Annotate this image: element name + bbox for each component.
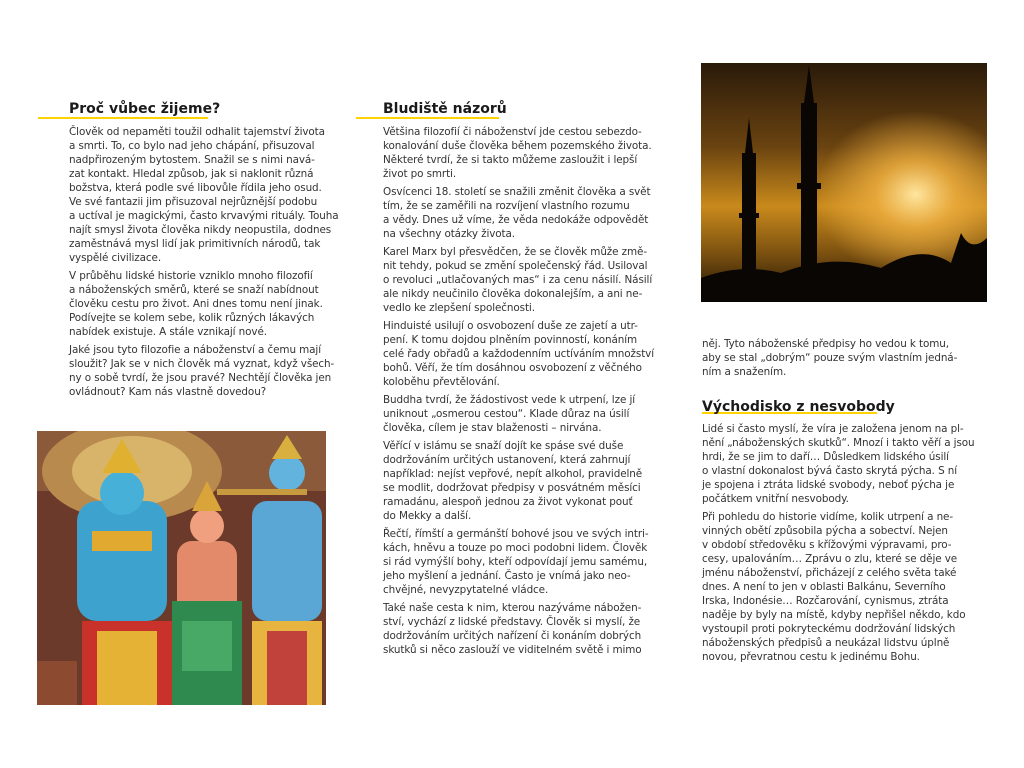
text-line: dnes. A není to jen v oblasti Balkánu, Severního <box>702 581 946 593</box>
text-line: a náboženských směrů, které se snaží nabídnout <box>69 284 319 296</box>
text-line: ale nikdy neučinilo člověka dokonalejším, a ani ne- <box>383 288 643 300</box>
text-line: o revoluci „utlačovaných mas“ i za cenu násilí. Násilí <box>383 274 653 286</box>
text-line: počátkem vnitřní nesvobody. <box>702 493 849 505</box>
text-line: pení. K tomu dojdou plněním povinností, konáním <box>383 334 638 346</box>
text-line: Při pohledu do historie vidíme, kolik utrpení a ne- <box>702 511 954 523</box>
paragraph <box>383 319 658 389</box>
text-line: Některé tvrdí, že si takto můžeme zasloužit i lepší <box>383 154 638 166</box>
text-line: se modlit, dodržovat předpisy v posvátném měsíci <box>383 482 641 494</box>
column-3-continuation-text <box>702 337 977 383</box>
text-line: vedlo ke zlepšení společnosti. <box>383 302 535 314</box>
column-1-text <box>69 125 344 403</box>
text-line: je spojena i ztráta lidské svobody, neboť pýcha je <box>702 479 955 491</box>
text-line: kách, hněvu a touze po moci podobni lidem. Člověk <box>383 542 648 554</box>
paragraph <box>383 125 658 181</box>
text-line: ny o sobě tvrdí, že jsou pravé? Nechtějí člověka jen <box>69 372 332 384</box>
text-line: a uctíval je magickými, často krvavými rituály. Touha <box>69 210 339 222</box>
text-line: tím, že se zaměřili na rozvíjení vlastního rozumu <box>383 200 630 212</box>
heading-maze-of-opinions: Bludiště názorů <box>383 101 507 117</box>
text-line: jménu náboženství, přicházejí z celého světa také <box>702 567 957 579</box>
text-line: do Mekky a další. <box>383 510 472 522</box>
text-line: naděje by byly na místě, kdyby nepřišel někdo, kdo <box>702 609 966 621</box>
text-line: nění „náboženských skutků“. Mnozí i takto věří a jsou <box>702 437 975 449</box>
paragraph <box>383 439 658 523</box>
text-line: koloběhu převtělování. <box>383 376 500 388</box>
paragraph <box>69 125 344 265</box>
text-line: nadpřirozeným bytostem. Snažil se s nimi navá- <box>69 154 315 166</box>
text-line: novou, převratnou cestu k jedinému Bohu. <box>702 651 920 663</box>
text-line: uniknout „osmerou cestou“. Klade důraz na úsilí <box>383 408 630 420</box>
text-line: ovládnout? Kam nás vlastně dovedou? <box>69 386 267 398</box>
text-line: Věřící v islámu se snaží dojít ke spáse své duše <box>383 440 624 452</box>
text-line: ramadánu, alespoň jednou za život vykonat pouť <box>383 496 633 508</box>
text-line: Buddha tvrdí, že žádostivost vede k utrpení, lze jí <box>383 394 636 406</box>
text-line: Karel Marx byl přesvědčen, že se člověk může změ- <box>383 246 647 258</box>
text-line: dodržováním určitých ustanovení, která zahrnují <box>383 454 631 466</box>
text-line: vystoupil proti pokryteckému dodržování lidských <box>702 623 956 635</box>
text-line: člověku cestu pro život. Ani dnes tomu není jinak. <box>69 298 323 310</box>
text-line: cesy, upalováním… Zprávu o zlu, které se děje ve <box>702 553 958 565</box>
text-line: člověka, cílem je stav blaženosti – nirvána. <box>383 422 602 434</box>
text-line: například: nejíst vepřové, nepít alkohol, pravidelně <box>383 468 643 480</box>
paragraph <box>69 269 344 339</box>
text-line: Ve své fantazii jim přisuzoval nejrůznější podobu <box>69 196 318 208</box>
paragraph <box>69 343 344 399</box>
text-line: si rád vymýšlí bohy, kteří odpovídají jemu samému, <box>383 556 648 568</box>
text-line: jeho myšlení a jednání. Často je vnímá jako neo- <box>383 570 631 582</box>
text-line: V průběhu lidské historie vzniklo mnoho filozofií <box>69 270 313 282</box>
text-line: život po smrti. <box>383 168 457 180</box>
text-line: ním a snažením. <box>702 366 787 378</box>
text-line: chvějné, nevyzpytatelné vládce. <box>383 584 549 596</box>
text-line: dodržováním určitých nařízení či konáním dobrých <box>383 630 642 642</box>
text-line: náboženských předpisů a neukázal lidstvu úplně <box>702 637 950 649</box>
text-line: zaměstnává mysl lidí jak primitivních národů, tak <box>69 238 321 250</box>
text-line: skutků si něco zaslouží ve viditelném světě i mimo <box>383 644 642 656</box>
text-line: Jaké jsou tyto filozofie a náboženství a čemu mají <box>69 344 322 356</box>
paragraph <box>383 245 658 315</box>
text-line: vinných obětí způsobila pýcha a sobectví. Nejen <box>702 525 948 537</box>
text-line: nit tehdy, pokud se změní společenský řád. Usiloval <box>383 260 648 272</box>
text-line: v období středověku s křížovými výpravami, pro- <box>702 539 952 551</box>
text-line: Většina filozofií či náboženství jde cestou sebezdo- <box>383 126 642 138</box>
paragraph <box>702 422 977 506</box>
text-line: Irska, Indonésie… Rozčarování, cynismus, ztráta <box>702 595 949 607</box>
text-line: a vědy. Dnes už víme, že věda nedokáže odpovědět <box>383 214 649 226</box>
text-line: Podívejte se kolem sebe, kolik různých lákavých <box>69 312 315 324</box>
text-line: nabídek existuje. A stále vznikají nové. <box>69 326 267 338</box>
paragraph <box>702 510 977 664</box>
paragraph <box>702 337 977 379</box>
text-line: celé řady obřadů a každodenním uctíváním množství <box>383 348 655 360</box>
text-line: Osvícenci 18. století se snažili změnit člověka a svět <box>383 186 651 198</box>
text-line: sloužit? Jak se v nich člověk má vyznat, když všech- <box>69 358 335 370</box>
text-line: a smrti. To, co bylo nad jeho chápání, přisuzoval <box>69 140 315 152</box>
text-line: zat kontakt. Hledal způsob, jak si naklonit různá <box>69 168 314 180</box>
text-line: Také naše cesta k nim, kterou nazýváme nábožen- <box>383 602 642 614</box>
text-line: něj. Tyto náboženské předpisy ho vedou k tomu, <box>702 338 949 350</box>
hindu-deities-photo <box>37 431 326 705</box>
text-line: na všechny otázky života. <box>383 228 515 240</box>
text-line: Hinduisté usilují o osvobození duše ze zajetí a utr- <box>383 320 638 332</box>
text-line: bohů. Věří, že tím dosáhnou osvobození z věčného <box>383 362 642 374</box>
text-line: Člověk od nepaměti toužil odhalit tajemství života <box>69 126 325 138</box>
heading-why-live: Proč vůbec žijeme? <box>69 101 221 117</box>
paragraph <box>383 601 658 657</box>
text-line: Řečtí, římští a germánští bohové jsou ve svých intri- <box>383 528 649 540</box>
heading-way-out-of-unfreedom: Východisko z nesvobody <box>702 399 895 415</box>
column-2-text <box>383 125 658 661</box>
text-line: hrdi, že se jim to daří… Důsledkem lidského úsilí <box>702 451 949 463</box>
paragraph <box>383 393 658 435</box>
text-line: konalování duše člověka během pozemského života. <box>383 140 652 152</box>
paragraph <box>383 185 658 241</box>
paragraph <box>383 527 658 597</box>
minarets-sunset-photo <box>701 63 987 302</box>
text-line: Lidé si často myslí, že víra je založena jenom na pl- <box>702 423 964 435</box>
text-line: ství, vychází z lidské představy. Člověk si myslí, že <box>383 616 641 628</box>
text-line: aby se stal „dobrým“ pouze svým vlastním jedná- <box>702 352 958 364</box>
text-line: božstva, která podle své libovůle řídila jeho osud. <box>69 182 322 194</box>
column-3-text <box>702 422 977 668</box>
text-line: o vlastní dokonalost bývá často skrytá pýcha. S ní <box>702 465 958 477</box>
text-line: vyspělé civilizace. <box>69 252 162 264</box>
text-line: najít smysl života člověka nikdy neopustila, dodnes <box>69 224 332 236</box>
